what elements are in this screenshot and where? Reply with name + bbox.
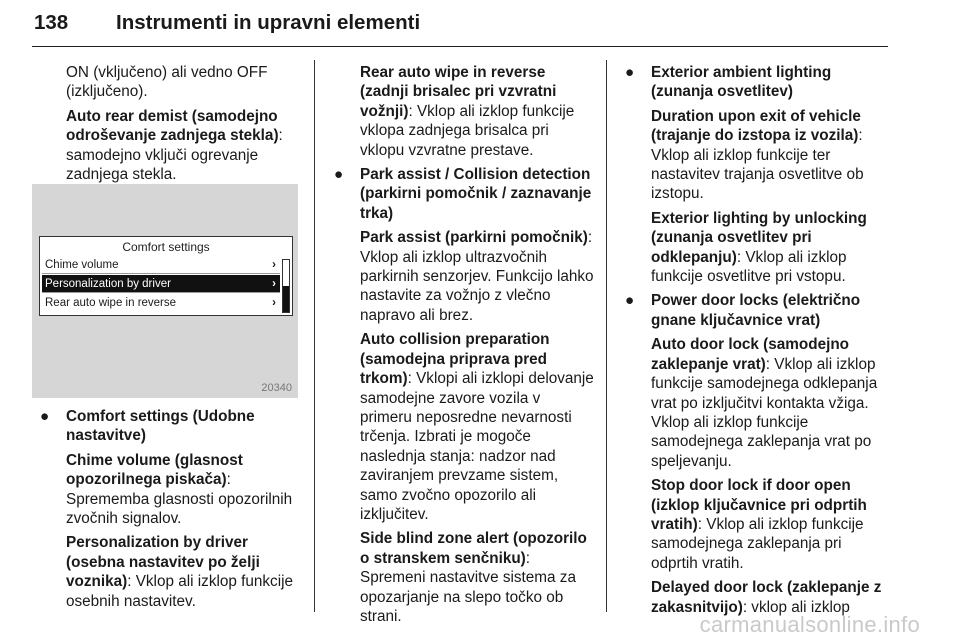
bullet-ambient-lighting	[619, 63, 887, 102]
auto-lock-paragraph	[619, 335, 887, 471]
collision-paragraph	[328, 330, 596, 524]
auto-lock-title: Auto door lock (samodejno zaklepanje vrat)	[651, 336, 850, 373]
park2-title: Park assist (parkirni pomočnik)	[360, 229, 588, 247]
bullet-icon: ●	[334, 166, 344, 184]
blind-zone-paragraph	[328, 529, 596, 626]
page-number: 138	[34, 11, 69, 34]
watermark: carmanualsonline.info	[699, 612, 920, 637]
menu-item-rear-wipe	[42, 294, 280, 312]
page-header	[32, 2, 888, 47]
power-locks-title: Power door locks (električno gnane ključavnice vrat)	[651, 292, 861, 329]
left-column-bottom	[34, 407, 304, 616]
demist-paragraph	[66, 107, 304, 185]
chime-text: : Sprememba glasnosti opozorilnih zvočnih signalov.	[66, 471, 293, 528]
bullet-power-door-locks	[619, 291, 887, 330]
stop-lock-title: Stop door lock if door open (izklop ključavnice pri odprtih vratih)	[651, 477, 867, 533]
delayed-lock-title: Delayed door lock (zaklepanje z zakasnitvijo)	[651, 579, 882, 616]
image-id: 20340	[261, 382, 292, 394]
blind-zone-title: Side blind zone alert (opozorilo o stranskem senčniku)	[360, 530, 587, 567]
bullet-park-assist	[328, 165, 596, 223]
collision-title: Auto collision preparation (samodejna priprava pred trkom)	[360, 331, 550, 388]
stop-lock-text: : Vklop ali izklop funkcije samodejnega zaklepanja pri odprtih vratih.	[651, 515, 864, 572]
park-assist-title: Park assist / Collision detection (parkirni pomočnik / zaznavanje trka)	[360, 166, 592, 222]
wipe-title: Rear auto wipe in reverse (zadnji brisalec pri vzvratni vožnji)	[360, 64, 557, 120]
exit-paragraph	[619, 107, 887, 204]
demist-title: Auto rear demist (samodejno odroševanje zadnjega stekla)	[66, 107, 279, 145]
column-divider	[314, 60, 315, 612]
demist-text: : samodejno vključi ogrevanje zadnjega stekla.	[66, 127, 283, 184]
chevron-right-icon: ›	[272, 297, 276, 309]
blind-zone-text: : Spremeni nastavitve sistema za opozarjanje na slepo točko ob strani.	[360, 549, 576, 625]
comfort-title: Comfort settings (Udobne nastavitve)	[66, 408, 255, 445]
personalization-title: Personalization by driver (osebna nastavitev po želji voznika)	[66, 534, 260, 591]
exit-text: : Vklop ali izklop funkcije ter nastavitev trajanja osvetlitve ob izstopu.	[651, 127, 864, 203]
unlock-title: Exterior lighting by unlocking (zunanja osvetlitev pri odklepanju)	[651, 209, 867, 266]
bullet-icon: ●	[40, 408, 50, 425]
bullet-icon: ●	[625, 64, 635, 81]
collision-text: : Vklopi ali izklopi delovanje samodejne zavore vozila v primeru neposredne nevarnosti trčenja. Izbrati je mogoče naslednja stanja: nadzor nad zaviranjem prevzame sistem, samo zvočno opozorilo ali izključitev.	[360, 370, 594, 523]
left-column-top	[66, 63, 304, 189]
chevron-right-icon: ›	[272, 259, 276, 271]
scrollbar	[282, 259, 290, 313]
column-divider	[606, 60, 607, 612]
exit-title: Duration upon exit of vehicle (trajanje do izstopa iz vozila)	[651, 107, 861, 145]
display-screen	[39, 236, 293, 316]
personalization-paragraph	[34, 533, 304, 611]
wipe-paragraph	[328, 63, 596, 160]
chime-paragraph	[34, 451, 304, 529]
personalization-text: : Vklop ali izklop funkcije osebnih nastavitev.	[66, 573, 293, 610]
menu-item-label: Chime volume	[45, 259, 119, 271]
scrollbar-thumb	[283, 286, 289, 312]
menu-item-chime-volume	[42, 256, 280, 274]
screen-title: Comfort settings	[122, 240, 210, 254]
ambient-title: Exterior ambient lighting (zunanja osvetlitev)	[651, 64, 832, 101]
wipe-text: : Vklop ali izklop funkcije vklopa zadnjega brisalca pri vklopu vzvratne prestave.	[360, 102, 575, 159]
chime-title: Chime volume (glasnost opozorilnega piskača)	[66, 451, 243, 489]
stop-lock-paragraph	[619, 476, 887, 573]
auto-lock-text: : Vklop ali izklop funkcije samodejnega odklepanja vrat po izključitvi kontakta vžiga. Vklop ali izklop funkcije samodejnega zaklepanja vrat po speljevanju.	[651, 355, 878, 470]
unlock-text: : Vklop ali izklop funkcije osvetlitve pri vstopu.	[651, 248, 847, 286]
park2-paragraph	[328, 228, 596, 325]
page-title: Instrumenti in upravni elementi	[116, 11, 421, 34]
menu-item-label: Rear auto wipe in reverse	[45, 297, 177, 309]
chevron-right-icon: ›	[272, 278, 276, 290]
bullet-comfort-settings	[34, 407, 304, 446]
comfort-settings-figure	[32, 184, 298, 398]
menu-item-label: Personalization by driver	[45, 278, 171, 290]
middle-column	[328, 63, 596, 631]
menu-item-personalization	[42, 275, 280, 293]
right-column	[619, 63, 887, 622]
park2-text: : Vklop ali izklop ultrazvočnih parkirnih senzorjev. Funkcijo lahko nastavite za vožnjo z vlečno napravo ali brez.	[360, 229, 594, 324]
intro-paragraph: ON (vključeno) ali vedno OFF (izključeno).	[66, 64, 268, 101]
delayed-lock-text: : vklop ali izklop	[742, 598, 850, 616]
unlock-paragraph	[619, 209, 887, 287]
bullet-icon: ●	[625, 292, 635, 310]
